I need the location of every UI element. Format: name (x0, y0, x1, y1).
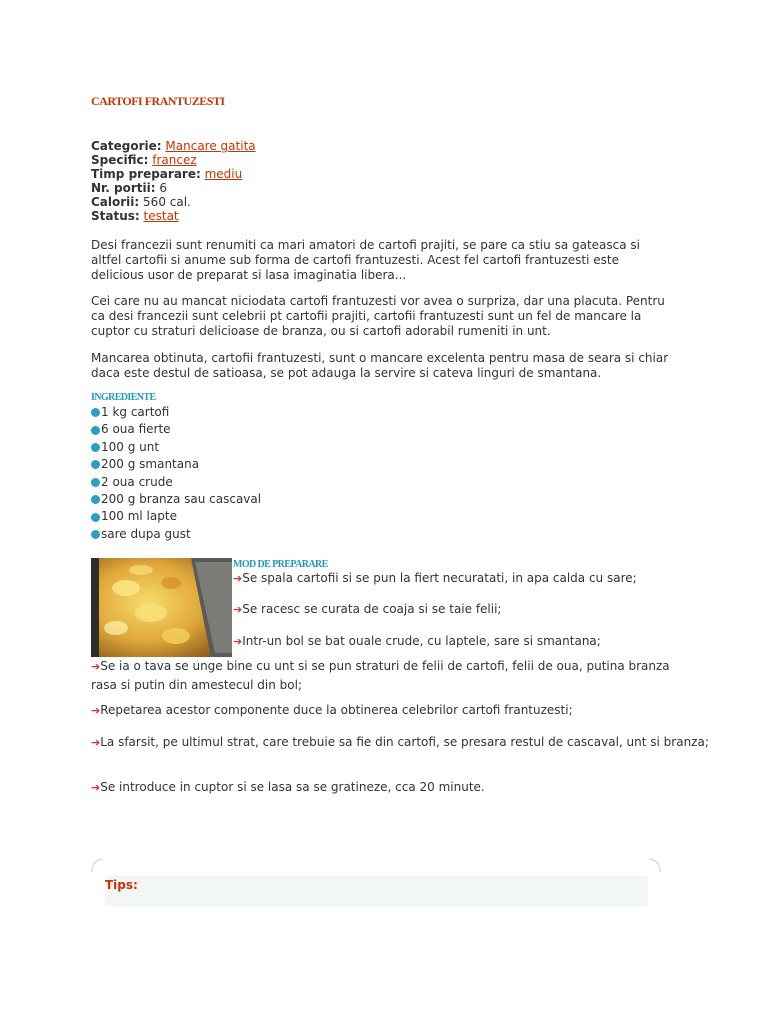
category-link[interactable]: Mancare gatita (165, 139, 256, 153)
calories-value: 560 cal. (143, 195, 191, 209)
circle-bullet-icon (91, 460, 100, 469)
dish-photo-image (91, 558, 232, 657)
recipe-title: CARTOFI FRANTUZESTI (91, 94, 225, 108)
circle-bullet-icon (91, 530, 100, 539)
meta-key: Categorie: (91, 139, 162, 153)
ingredient-item (91, 474, 261, 491)
meta-key: Calorii: (91, 195, 140, 209)
circle-bullet-icon (91, 408, 100, 417)
ingredient-item (91, 404, 261, 421)
ingredient-text: sare dupa gust (101, 526, 191, 541)
arrow-right-icon: ➔ (233, 572, 243, 585)
intro-paragraph-2: Cei care nu au mancat niciodata cartofi frantuzesti vor avea o surpriza, dar una placuta. Pentru ca desi francezii sunt celebrii pt cartofii prajiti, cartofii frantuzesti sunt un fel de mancare la cuptor cu straturi delicioase de branza, ou si cartofi adorabil rumeniti in unt. (91, 294, 665, 338)
step-text: Se ia o tava se unge bine cu unt si se pun straturi de felii de cartofi, felii de oua, putina branza rasa si putin din amestecul din bol; (91, 659, 670, 692)
step-3 (233, 634, 601, 648)
ingredient-item (91, 421, 261, 438)
arrow-right-icon: ➔ (91, 704, 101, 717)
arrow-right-icon: ➔ (91, 781, 101, 794)
step-text: Se racesc se curata de coaja si se taie felii; (242, 602, 502, 616)
meta-key: Status: (91, 209, 140, 223)
ingredients-heading: INGREDIENTE (91, 392, 156, 403)
step-text: Intr-un bol se bat ouale crude, cu laptele, sare si smantana; (242, 634, 601, 648)
ingredient-text: 1 kg cartofi (101, 405, 170, 419)
arrow-right-icon: ➔ (91, 660, 101, 673)
arrow-right-icon: ➔ (233, 603, 243, 616)
intro-paragraph-3: Mancarea obtinuta, cartofii frantuzesti, sunt o mancare excelenta pentru masa de seara si chiar daca este destul de satioasa, se pot adauga la servire si cateva linguri de smantana. (91, 351, 669, 380)
meta-row-portions (91, 181, 256, 195)
step-5 (91, 703, 573, 717)
arrow-right-icon: ➔ (233, 635, 243, 648)
dish-photo (91, 558, 232, 657)
recipe-meta (91, 139, 256, 223)
meta-row-prep-time (91, 167, 256, 181)
meta-row-status (91, 209, 256, 223)
step-text: La sfarsit, pe ultimul strat, care trebuie sa fie din cartofi, se presara restul de cascaval, unt si branza; (100, 735, 709, 749)
status-link[interactable]: testat (143, 209, 179, 223)
circle-bullet-icon (91, 513, 100, 522)
specific-link[interactable]: francez (152, 153, 197, 167)
meta-key: Specific: (91, 153, 149, 167)
ingredient-text: 200 g smantana (101, 457, 200, 472)
ingredient-item (91, 439, 261, 456)
prep-time-link[interactable]: mediu (204, 167, 243, 181)
meta-row-category (91, 139, 256, 153)
ingredient-text: 200 g branza sau cascaval (101, 491, 262, 506)
portions-value: 6 (159, 181, 167, 195)
intro-paragraph-1: Desi francezii sunt renumiti ca mari amatori de cartofi prajiti, se pare ca stiu sa gateasca si altfel cartofii si anume sub forma de cartofi frantuzesti. Acest fel cartofi frantuzesti este delicious usor de preparat si lasa imaginatia libera... (91, 238, 640, 282)
tips-label: Tips: (105, 878, 138, 892)
meta-row-specific (91, 153, 256, 167)
ingredient-item (91, 508, 261, 525)
tips-panel (105, 876, 648, 906)
ingredient-item (91, 526, 261, 543)
arrow-right-icon: ➔ (91, 736, 101, 749)
circle-bullet-icon (91, 478, 100, 487)
circle-bullet-icon (91, 495, 100, 504)
ingredient-text: 100 g unt (101, 439, 160, 454)
step-7 (91, 780, 485, 794)
step-6 (91, 735, 709, 749)
ingredient-text: 6 oua fierte (101, 422, 171, 437)
step-text: Se spala cartofii si se pun la fiert necuratati, in apa calda cu sare; (242, 571, 637, 585)
step-2 (233, 602, 501, 616)
ingredient-item (91, 491, 261, 508)
preparation-heading: MOD DE PREPARARE (233, 559, 328, 570)
ingredients-list (91, 404, 261, 543)
meta-row-calories (91, 195, 256, 209)
circle-bullet-icon (91, 426, 100, 435)
step-text: Se introduce in cuptor si se lasa sa se gratineze, cca 20 minute. (100, 780, 485, 794)
meta-key: Timp preparare: (91, 167, 201, 181)
meta-key: Nr. portii: (91, 181, 156, 195)
step-text: Repetarea acestor componente duce la obtinerea celebrilor cartofi frantuzesti; (100, 703, 573, 717)
ingredient-item (91, 456, 261, 473)
step-1 (233, 571, 637, 585)
step-4 (91, 657, 676, 694)
ingredient-text: 100 ml lapte (101, 509, 177, 524)
circle-bullet-icon (91, 443, 100, 452)
ingredient-text: 2 oua crude (101, 474, 173, 489)
